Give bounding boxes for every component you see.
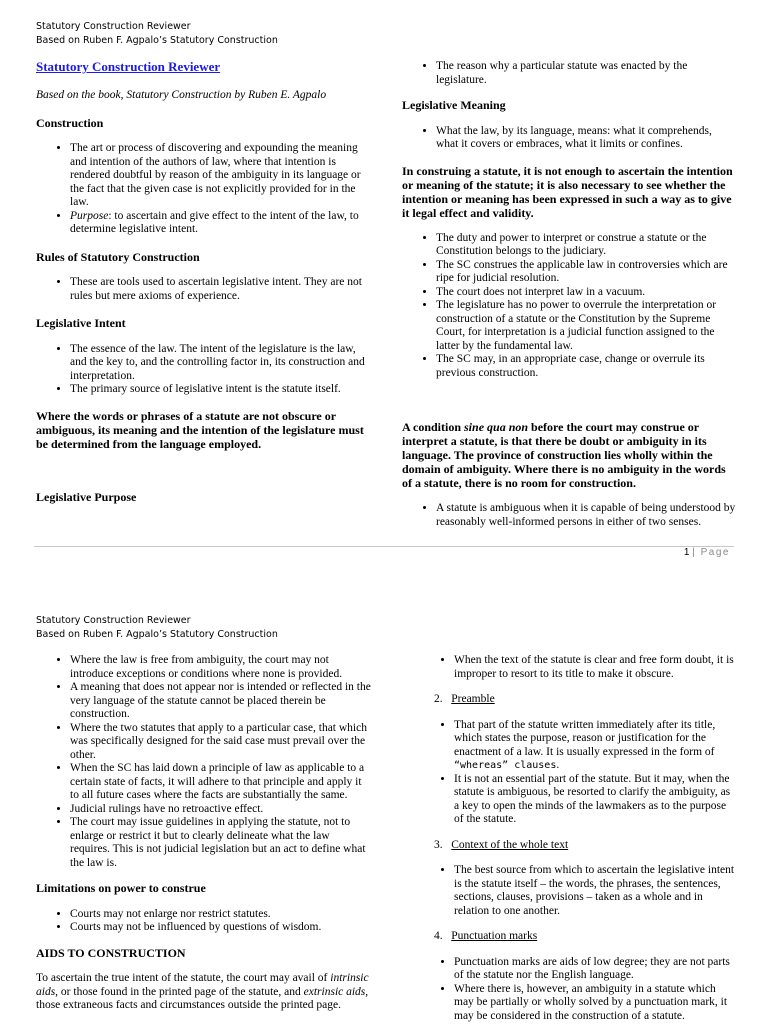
- list-item: • A meaning that does not appear nor is intended or reflected in the very language of the statute cannot be placed therein be construction.: [70, 681, 372, 722]
- numbered-heading-preamble: 2. Preamble: [434, 693, 495, 705]
- page2-left-column: [36, 654, 372, 1013]
- list-item: • The court does not interpret law in a vacuum.: [436, 286, 736, 300]
- bold-paragraph: In construing a statute, it is not enough to ascertain the intention or meaning of the statute; it is also necessary to see whether the intention or meaning has been expressed in such a way as to give it legal effect and validity.: [402, 163, 733, 220]
- ambiguity-list: [402, 502, 736, 529]
- heading-legislative-meaning: Legislative Meaning: [402, 98, 506, 112]
- list-item: • The court may issue guidelines in applying the statute, not to enlarge or restrict it but to clearly delineate what the law requires. This is not judicial legislation but an act to define what the law is.: [70, 816, 372, 870]
- page-header: [36, 20, 278, 48]
- list-item: • Courts may not enlarge nor restrict statutes.: [70, 908, 372, 922]
- heading-aids-to-construction: AIDS TO CONSTRUCTION: [36, 945, 186, 960]
- list-item: • That part of the statute written immediately after its title, which states the purpose, reason or justification for the enactment of a law. It is usually expressed in the form of “whereas” clauses.: [454, 719, 736, 773]
- page-header: [36, 614, 278, 642]
- list-item: • The primary source of legislative intent is the statute itself.: [70, 383, 372, 397]
- heading-legislative-purpose: Legislative Purpose: [36, 489, 137, 504]
- list-item: • These are tools used to ascertain legislative intent. They are not rules but mere axioms of experience.: [70, 276, 372, 303]
- heading-construction: Construction: [36, 115, 104, 130]
- rules-list: [36, 276, 372, 303]
- title-list: [420, 654, 736, 681]
- preamble-list: [420, 719, 736, 827]
- document-subtitle: Based on the book, Statutory Construction by Ruben E. Agpalo: [36, 89, 327, 101]
- page1-right-column: [402, 60, 736, 529]
- list-item: • The SC construes the applicable law in controversies which are ripe for judicial resolution.: [436, 259, 736, 286]
- list-item: • The legislature has no power to overrule the interpretation or construction of a statute or the Constitution by the Supreme Court, for interpretation is a judicial function assigned to the latter by the fundamental law.: [436, 299, 736, 353]
- page-divider: [34, 546, 734, 547]
- list-item: • The art or process of discovering and expounding the meaning and intention of the authors of law, where that intention is rendered doubtful by reason of the ambiguity in its language or the fact that the given case is not explicitly provided for in the law.: [70, 142, 372, 210]
- judiciary-list: [402, 232, 736, 381]
- list-item: • Purpose: to ascertain and give effect to the intent of the law, to determine legislative intent.: [70, 210, 372, 237]
- list-item: • Where the law is free from ambiguity, the court may not introduce exceptions or conditions where none is provided.: [70, 654, 372, 681]
- list-item: • What the law, by its language, means: what it comprehends, what it covers or embraces, what it limits or confines.: [436, 125, 736, 152]
- list-item: • Where the two statutes that apply to a particular case, that which was specifically designed for the said case must prevail over the other.: [70, 722, 372, 763]
- page2-right-column: [420, 654, 736, 1023]
- limitations-list: [36, 908, 372, 935]
- page1-left-column: [36, 60, 372, 504]
- page-number: 1 | Page: [683, 547, 730, 558]
- heading-legislative-intent: Legislative Intent: [36, 316, 126, 330]
- header-title: Statutory Construction Reviewer: [36, 615, 191, 626]
- meaning-list: [402, 125, 736, 152]
- list-item: • The reason why a particular statute was enacted by the legislature.: [436, 60, 736, 87]
- header-title: Statutory Construction Reviewer: [36, 21, 191, 32]
- bold-paragraph: A condition sine qua non before the court may construe or interpret a statute, is that there be doubt or ambiguity in its language. The province of construction lies wholly within the domain of ambiguity. Where there is no ambiguity in the words of a statute, there is no room for construction.: [402, 420, 726, 490]
- list-item: • A statute is ambiguous when it is capable of being understood by reasonably well-informed persons in either of two senses.: [436, 502, 736, 529]
- construction-list: [36, 142, 372, 237]
- list-item: • When the text of the statute is clear and free form doubt, it is improper to resort to its title to make it obscure.: [454, 654, 736, 681]
- principles-list: [36, 654, 372, 870]
- intent-list: [36, 343, 372, 397]
- list-item: • The duty and power to interpret or construe a statute or the Constitution belongs to the judiciary.: [436, 232, 736, 259]
- list-item: • The best source from which to ascertain the legislative intent is the statute itself – the words, the phrases, the sentences, sections, clauses, provisions – taken as a whole and in relation to one another.: [454, 864, 736, 918]
- numbered-heading-context: 3. Context of the whole text: [434, 838, 569, 851]
- punctuation-list: [420, 956, 736, 1024]
- list-item: • Courts may not be influenced by questions of wisdom.: [70, 921, 372, 935]
- heading-limitations: Limitations on power to construe: [36, 881, 206, 895]
- list-item: • Judicial rulings have no retroactive effect.: [70, 803, 372, 817]
- list-item: • The essence of the law. The intent of the legislature is the law, and the key to, and the controlling factor in, its construction and interpretation.: [70, 343, 372, 384]
- numbered-heading-punctuation: 4. Punctuation marks: [434, 930, 538, 942]
- header-subtitle: Based on Ruben F. Agpalo’s Statutory Construction: [36, 629, 278, 640]
- list-item: • Where there is, however, an ambiguity in a statute which may be partially or wholly solved by a punctuation mark, it may be considered in the construction of a statute.: [454, 983, 736, 1024]
- heading-rules: Rules of Statutory Construction: [36, 249, 200, 264]
- context-list: [420, 864, 736, 918]
- list-item: • It is not an essential part of the statute. But it may, when the statute is ambiguous, be resorted to clarify the ambiguity, as a key to open the minds of the lawmakers as to the purpose of the statute.: [454, 773, 736, 827]
- bold-paragraph: Where the words or phrases of a statute are not obscure or ambiguous, its meaning and the intention of the legislature must be determined from the language employed.: [36, 408, 364, 451]
- aids-paragraph: To ascertain the true intent of the statute, the court may avail of intrinsic aids, or those found in the printed page of the statute, and extrinsic aids, those extraneous facts and circumstances outside the printed page.: [36, 972, 369, 1011]
- purpose-list: [402, 60, 736, 87]
- list-item: • Punctuation marks are aids of low degree; they are not parts of the statute nor the English language.: [454, 956, 736, 983]
- list-item: • When the SC has laid down a principle of law as applicable to a certain state of facts, it will adhere to that principle and apply it to all future cases where the facts are substantially the same.: [70, 762, 372, 803]
- header-subtitle: Based on Ruben F. Agpalo’s Statutory Construction: [36, 35, 278, 46]
- document-title-link[interactable]: Statutory Construction Reviewer: [36, 59, 221, 74]
- list-item: • The SC may, in an appropriate case, change or overrule its previous construction.: [436, 353, 736, 380]
